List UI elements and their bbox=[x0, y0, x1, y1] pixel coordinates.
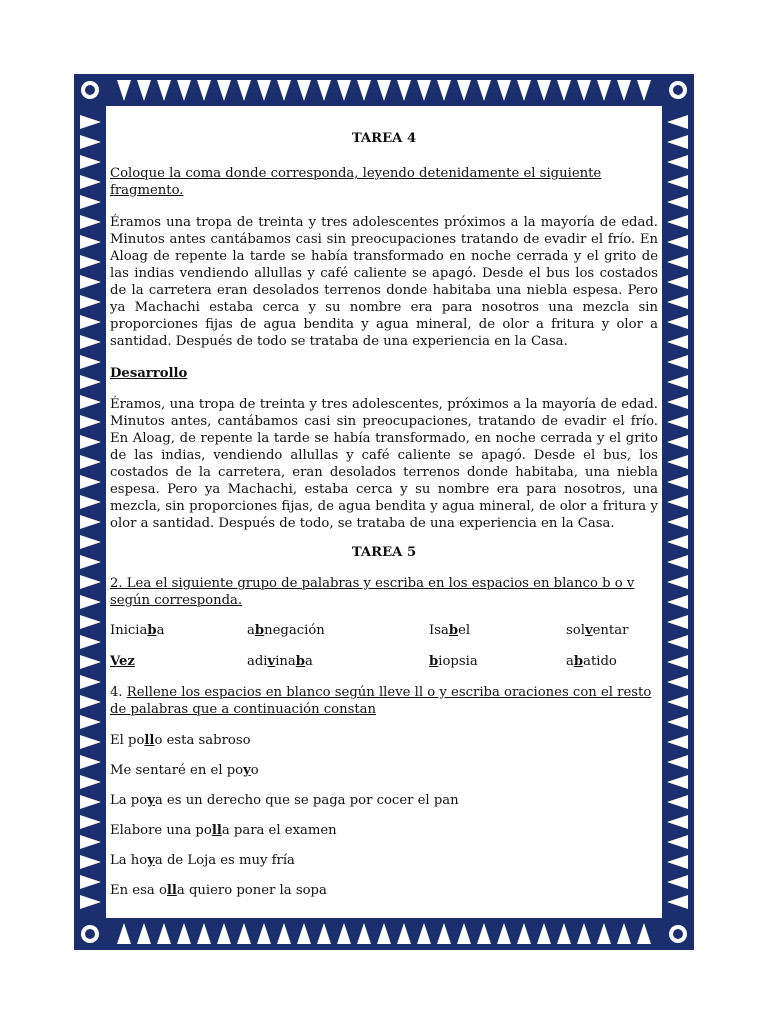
desarrollo-heading: Desarrollo bbox=[110, 366, 188, 381]
tarea4-instruction: Coloque la coma donde corresponda, leyendo detenidamente el siguiente fragmento. bbox=[110, 166, 602, 198]
word-item: Vez bbox=[110, 654, 135, 669]
tarea5-title: TAREA 5 bbox=[351, 545, 417, 560]
word-item: adivinaba bbox=[247, 654, 313, 669]
item4-instruction-block bbox=[110, 684, 658, 718]
item4-instruction: Rellene los espacios en blanco según lleve ll o y escriba oraciones con el resto de palabras que a continuación constan bbox=[110, 685, 652, 717]
word-item: solventar bbox=[566, 623, 629, 638]
item4-number: 4. bbox=[110, 685, 123, 700]
word-item: Iniciaba bbox=[110, 623, 165, 638]
sentence-line: Elabore una polla para el examen bbox=[110, 823, 337, 838]
sentence-line: Me sentaré en el poyo bbox=[110, 763, 259, 778]
word-item: biopsia bbox=[429, 654, 478, 669]
worksheet-content bbox=[110, 130, 658, 912]
sentence-line: En esa olla quiero poner la sopa bbox=[110, 883, 327, 898]
tarea4-fragment: Éramos una tropa de treinta y tres adolescentes próximos a la mayoría de edad. Minutos antes cantábamos casi sin preocupaciones tratando de evadir el frío. En Aloag de repente la tarde se había transformado en noche cerrada y el grito de las indias vendiendo allullas y café caliente se apagó. Desde el bus los costados de la carretera eran desolados terrenos donde habitaba una niebla espesa. Pero ya Machachi estaba cerca y su nombre era para nosotros una mezcla sin proporciones fijas de agua bendita y agua mineral, de olor a fritura y olor a santidad. Después de todo se trataba de una experiencia en la Casa. bbox=[110, 215, 658, 349]
sentence-line: El pollo esta sabroso bbox=[110, 733, 251, 748]
word-item: Isabel bbox=[429, 623, 471, 638]
word-row-2 bbox=[110, 653, 658, 670]
word-item: abatido bbox=[566, 654, 617, 669]
tarea4-title: TAREA 4 bbox=[351, 131, 417, 146]
sentence-line: La poya es un derecho que se paga por cocer el pan bbox=[110, 793, 459, 808]
desarrollo-text: Éramos, una tropa de treinta y tres adolescentes, próximos a la mayoría de edad. Minutos antes, cantábamos casi sin preocupaciones, tratando de evadir el frío. En Aloag, de repente la tarde se había transformado, en noche cerrada y el grito de las indias, vendiendo allullas y café caliente se apagó. Desde el bus, los costados de la carretera, eran desolados terrenos donde habitaba, una niebla espesa. Pero ya Machachi, estaba cerca y su nombre era para nosotros, una mezcla, sin proporciones fijas, de agua bendita y agua mineral, de olor a fritura y olor a santidad. Después de todo, se trataba de una experiencia en la Casa. bbox=[110, 397, 658, 531]
sentence-line: La hoya de Loja es muy fría bbox=[110, 853, 295, 868]
word-row-1 bbox=[110, 622, 658, 639]
tarea5-instruction: 2. Lea el siguiente grupo de palabras y escriba en los espacios en blanco b o v según corresponda. bbox=[110, 576, 635, 608]
word-item: abnegación bbox=[247, 623, 325, 638]
